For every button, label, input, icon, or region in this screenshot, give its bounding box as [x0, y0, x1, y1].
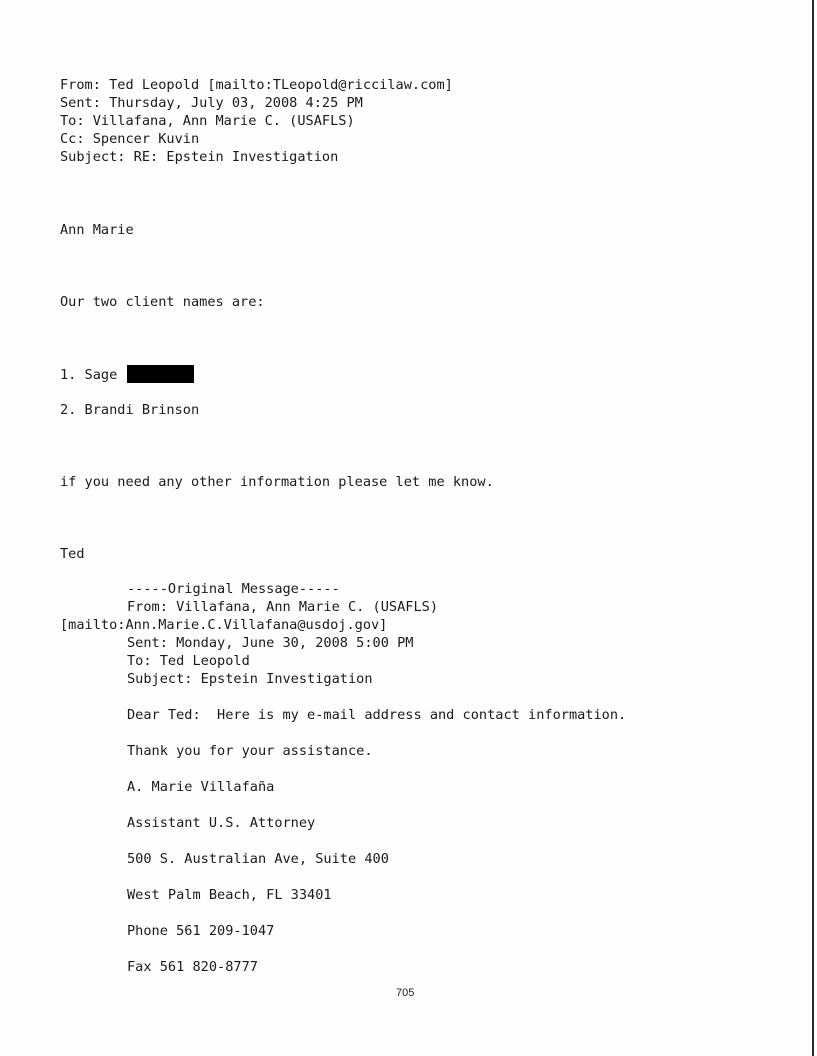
original-from: From: Villafana, Ann Marie C. (USAFLS): [127, 599, 438, 615]
original-line-6: West Palm Beach, FL 33401: [127, 887, 332, 903]
original-sent: Sent: Monday, June 30, 2008 5:00 PM: [127, 635, 414, 651]
original-line-8: Fax 561 820-8777: [127, 959, 258, 975]
body-greeting: Ann Marie: [60, 222, 134, 238]
scan-edge-line: [812, 0, 814, 1056]
header-sent: Sent: Thursday, July 03, 2008 4:25 PM: [60, 95, 363, 111]
client-1-text: 1. Sage: [60, 367, 118, 383]
original-line-7: Phone 561 209-1047: [127, 923, 275, 939]
page-number: 705: [396, 987, 415, 999]
original-line-3: A. Marie Villafaña: [127, 779, 275, 795]
original-line-2: Thank you for your assistance.: [127, 743, 373, 759]
original-line-4: Assistant U.S. Attorney: [127, 815, 316, 831]
original-separator: -----Original Message-----: [127, 581, 340, 597]
redaction-box: [127, 365, 194, 383]
body-intro: Our two client names are:: [60, 294, 265, 310]
header-from: From: Ted Leopold [mailto:TLeopold@riccilaw.com]: [60, 77, 453, 93]
header-subject: Subject: RE: Epstein Investigation: [60, 149, 339, 165]
header-to: To: Villafana, Ann Marie C. (USAFLS): [60, 113, 355, 129]
original-to: To: Ted Leopold: [127, 653, 250, 669]
original-line-5: 500 S. Australian Ave, Suite 400: [127, 851, 389, 867]
body-signoff: Ted: [60, 546, 85, 562]
body-closing: if you need any other information please let me know.: [60, 474, 494, 490]
original-mailto: [mailto:Ann.Marie.C.Villafana@usdoj.gov]: [60, 617, 388, 633]
header-cc: Cc: Spencer Kuvin: [60, 131, 200, 147]
original-subject: Subject: Epstein Investigation: [127, 671, 373, 687]
original-line-1: Dear Ted: Here is my e-mail address and contact information.: [127, 707, 627, 723]
client-2-line: 2. Brandi Brinson: [60, 402, 200, 418]
client-1-line: [60, 365, 194, 384]
